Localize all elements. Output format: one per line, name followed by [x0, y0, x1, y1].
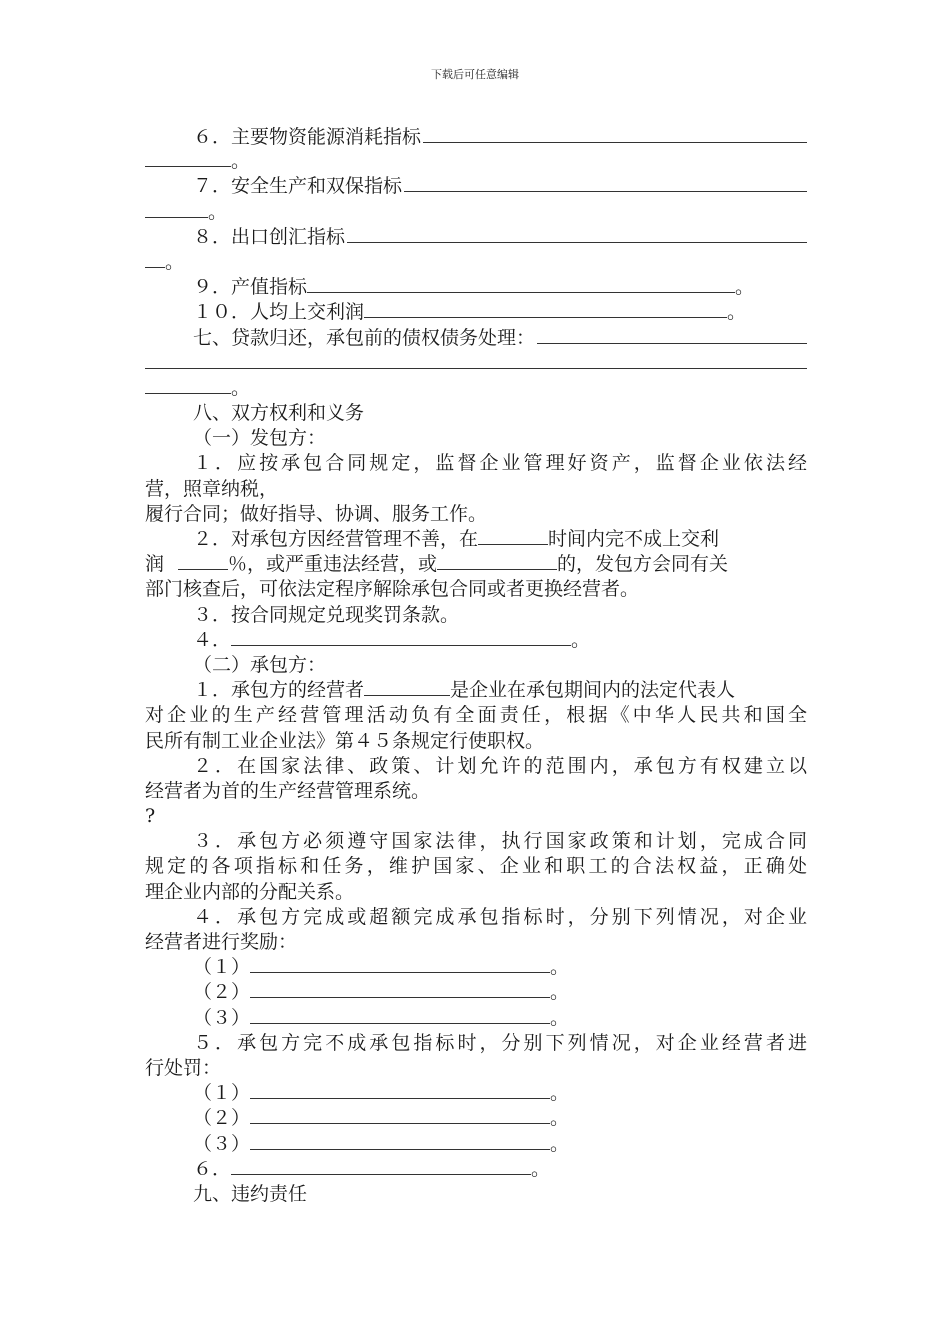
- period: 。: [550, 1107, 570, 1130]
- blank-field: [307, 275, 735, 293]
- a4-line: [145, 628, 807, 653]
- text: 是企业在承包期间内的法定代表人: [450, 679, 736, 702]
- period: 。: [550, 956, 570, 979]
- period: 。: [208, 200, 228, 223]
- blank-field: [231, 1157, 531, 1175]
- reward-item-2: [145, 980, 807, 1005]
- section-7-blank-line: [145, 351, 807, 376]
- b3-line2: 规定的各项指标和任务，维护国家、企业和职工的合法权益，正确处: [145, 855, 807, 878]
- text: ４．: [193, 628, 232, 651]
- item-8-cont: [145, 250, 807, 275]
- subsection-contractor-issuer: （一）发包方：: [193, 427, 327, 450]
- text: 时间内完不成上交利: [548, 528, 720, 550]
- text: 的，发包方会同有关: [557, 553, 729, 576]
- b1-line3: 民所有制工业企业法》第４５条规定行使职权。: [145, 729, 545, 752]
- blank-field: [250, 1132, 550, 1150]
- period: 。: [550, 1082, 570, 1105]
- section-9-heading: 九、违约责任: [193, 1182, 308, 1205]
- section-7-heading: 七、贷款归还，承包前的债权债务处理：: [193, 326, 536, 349]
- blank-field: [537, 326, 807, 344]
- item-10-line: [145, 300, 807, 325]
- text: 润: [145, 553, 165, 576]
- document-body: [145, 124, 807, 1207]
- b2-line1: ２．在国家法律、政策、计划允许的范围内，承包方有权建立以: [193, 754, 807, 777]
- section-7-cont: [145, 376, 807, 401]
- a1-line1: １．应按承包合同规定，监督企业管理好资产，监督企业依法经: [193, 452, 807, 475]
- blank-field: [145, 200, 208, 218]
- a2-line3: 部门核查后，可依法定程序解除承包合同或者更换经营者。: [145, 578, 640, 601]
- item-7-label: ７．安全生产和双保指标: [193, 175, 403, 198]
- b4-line1: ４．承包方完成或超额完成承包指标时，分别下列情况，对企业: [193, 905, 807, 928]
- item-10-label: １０．人均上交利润: [193, 301, 365, 324]
- blank-field: [250, 1106, 550, 1124]
- b1-line2: 对企业的生产经营管理活动负有全面责任，根据《中华人民共和国全: [145, 704, 807, 727]
- period: 。: [231, 150, 251, 173]
- b3-line1: ３．承包方必须遵守国家法律，执行国家政策和计划，完成合同: [193, 830, 807, 853]
- period: 。: [550, 1132, 570, 1155]
- blank-field: [145, 149, 231, 167]
- b5-line1: ５．承包方完不成承包指标时，分别下列情况，对企业经营者进: [193, 1031, 807, 1054]
- text: （２）: [193, 1107, 251, 1130]
- a1-line3: 履行合同；做好指导、协调、服务工作。: [145, 502, 488, 525]
- period: 。: [550, 981, 570, 1004]
- text: ２．对承包方因经营管理不善，在: [193, 528, 479, 550]
- text: ％，或严重违法经营，或: [228, 553, 438, 576]
- item-8-label: ８．出口创汇指标: [193, 225, 346, 248]
- item-6-line: [145, 125, 807, 150]
- blank-field: [250, 955, 550, 973]
- text: （３）: [193, 1132, 251, 1155]
- b5-line2: 行处罚：: [145, 1056, 222, 1079]
- text: １．承包方的经营者: [193, 679, 365, 702]
- page-header: 下载后可任意编辑: [431, 68, 519, 81]
- text: （２）: [193, 981, 251, 1004]
- blank-field: [250, 1006, 550, 1024]
- item-8-line: [145, 225, 807, 250]
- blank-field: [347, 225, 807, 243]
- item-9-label: ９．产值指标: [193, 276, 308, 299]
- text: （１）: [193, 1082, 251, 1105]
- item-6-label: ６．主要物资能源消耗指标: [193, 126, 422, 148]
- penalty-item-2: [145, 1106, 807, 1131]
- section-8-heading: 八、双方权利和义务: [193, 402, 365, 425]
- period: 。: [727, 301, 747, 324]
- blank-field: [145, 351, 807, 369]
- period: 。: [231, 376, 251, 399]
- item-7-line: [145, 174, 807, 199]
- b4-line2: 经营者进行奖励：: [145, 931, 298, 953]
- text: ６．: [193, 1157, 232, 1180]
- item-7-cont: [145, 200, 807, 225]
- section-7-line: [145, 326, 807, 351]
- blank-field: [250, 980, 550, 998]
- period: 。: [550, 1006, 570, 1029]
- reward-item-3: [145, 1006, 807, 1031]
- a2-line2: [145, 552, 807, 577]
- item-9-line: [145, 275, 807, 300]
- blank-field: [178, 552, 228, 570]
- text: （３）: [193, 1006, 251, 1029]
- stray-question-mark: ?: [145, 805, 156, 828]
- period: 。: [571, 628, 591, 651]
- blank-field: [437, 552, 557, 570]
- b1-line1: [145, 678, 807, 703]
- b2-line2: 经营者为首的生产经营管理系统。: [145, 779, 431, 802]
- a1-line2: 营，照章纳税，: [145, 477, 279, 500]
- subsection-contractor: （二）承包方：: [193, 653, 327, 676]
- penalty-item-1: [145, 1081, 807, 1106]
- blank-field: [404, 174, 807, 192]
- period: 。: [165, 250, 185, 273]
- blank-field: [364, 678, 450, 696]
- item-6-cont: [145, 149, 807, 174]
- b6-line: [145, 1157, 807, 1182]
- reward-item-1: [145, 955, 807, 980]
- blank-field: [231, 628, 571, 646]
- blank-field: [478, 527, 548, 545]
- b3-line3: 理企业内部的分配关系。: [145, 880, 355, 903]
- blank-field: [250, 1081, 550, 1099]
- period: 。: [531, 1157, 551, 1180]
- period: 。: [735, 276, 755, 299]
- a2-line1: [145, 527, 807, 552]
- a3-line: ３．按合同规定兑现奖罚条款。: [193, 603, 460, 626]
- blank-field: [423, 125, 807, 143]
- blank-field: [364, 300, 727, 318]
- penalty-item-3: [145, 1132, 807, 1157]
- blank-field: [145, 376, 231, 394]
- blank-field: [145, 250, 165, 268]
- text: （１）: [193, 956, 251, 979]
